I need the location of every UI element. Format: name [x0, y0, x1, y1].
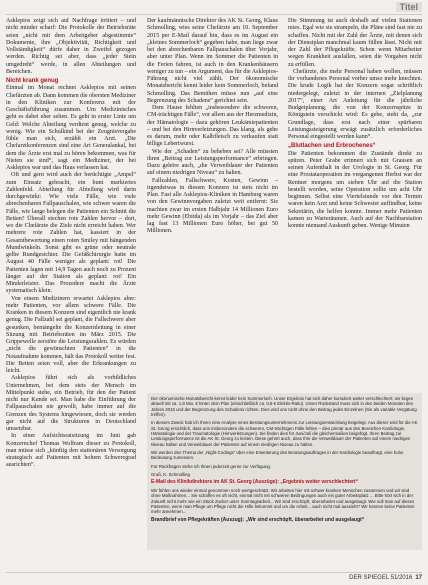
paragraph: Asklepios führt sich als vorbildliches Unternehmen, bei dem stets der Mensch im Mittelpunkt stehe, ein Betrieb, für den der Patient nicht nur Kunde sei. Man habe die Einführung der Fallpauschalen nie gewollt, habe immer auf die Grenzen des Systems hingewiesen, doch sie werden gar nicht auf die Strukturen in Deutschland umsetzbar. [6, 375, 136, 432]
paragraph: Einmal im Monat rechnet Asklepios mit seinen Chefärzten ab. Dann kommen die obersten Mediziner in den Kliniken zur Konferenz mit der Geschäftsführung zusammen. Um Medizinisches geht es dabei eher selten. Es geht in erster Linie um Geld: Welche Abteilung verdient genug, welche zu wenig. Wie ein Schulkind bei der Zeugnisvergabe fühle man sich, erzählt ein Arzt. „Die Chefarztkonferenzen sind eine Art Generalankal, bei dem die Ärzte erst mal zu hören bekommen, was für Nieten sie sind“, sagt ein Mediziner, der bei Asklepios war und das Haus verlassen hat. [6, 85, 136, 171]
column-1 [6, 18, 136, 470]
email-paragraph: Wir werden den Thema der „Night-Codings“ über eine Erweiterung des Beratungsauftrages in der Kardiologie beauftragt, eine hohe Bedeutung zumessen. [151, 450, 404, 461]
email-paragraph: In diesem Zweck hab ich Ihnen eine Analyse eines Beratungsunternehmens zur Leistungsentwicklung beigelegt. Aus dieser wird für die AK St. Georg ersichtlich, dass uns insbesondere die schweren, CM-trächtigen Fälle fehlen – dies primär aus den Bereichen Kardiologie, Hämatologie und der Traumatologie (Hirnverletzungen). Sie finden dies für Juni/Juli die gleichermaßen beigefügt. Ihren Beitrag zur Leistungsperformance ist die AK St. Georg zu leisten. Diese gehört auch, dass Ihre die Verweildauer der Patienten auf einem niedrigen Niveau halten und Verweildauer der Patienten auf einem niedrigen Niveau zu halten. [151, 420, 418, 447]
paragraph: Die Stimmung ist auch deshalb auf vielen Stationen mies. Egal wie sie strampeln, die Pläne sind fast nie zu schaffen. Nicht mit der Zahl der Ärzte, mit denen sich der Dienstplan manchmal kaum füllen lässt. Nicht mit der Zahl der Pflegekräfte. Schon wenn Mitarbeiter wegen Krankheit ausfallen, seien die Vorgaben nicht zu erfüllen. [288, 18, 422, 68]
page-number: 17 [415, 575, 422, 581]
paragraph: Der kaufmännische Direktor des AK St. Georg, Klaus Schmolling, wies seine Chefärzte am 10. September 2015 per E-Mail darauf hin, dass es im August ein „kleines Sommerloch“ gegeben habe, man liege zwar bei den abrechenbaren Fallpauschalen über Vorjahr, aber unter Plan. Wenn im Sommer die Patienten in die Ferien fahren, ist auch in den Krankenhäusern weniger zu tun – ein Argument, das für die Asklepios-Führung nicht viel zählt. Der ökonomische Monatsbericht kennt leider kein Sommerloch, befand Schmolling. Das Bemühen müsse nun „auf eine Begrenzung des Schadens“ gerichtet sein. [147, 18, 278, 104]
section-tag: Titel [396, 2, 422, 12]
paragraph: Dem Hause fehlten „insbesondere die schweren, CM-trächtigen Fälle“, vor allem aus der Herzmedizin, der Hämatologie – dazu gehören Leukämiepatienten – und bei den Hirnverletzungen. Das klang, als gehe es darum, mehr oder Kalbfleisch zu verkaufen statt billige Lebertwurst. [147, 105, 278, 148]
subheading: „Blutlachen und Erbrochenes“ [288, 143, 376, 150]
column-2 [147, 18, 278, 236]
paragraph: Chefärzte, die mehr Personal haben wollen, müssen ihr vorhandenes Personal vorher umso mehr knechten. Die krude Logik hat der Konzern sogar schriftlich niedergelegt, zuletzt in der internen „Zielplanung 2017“, einer Art Anleitung für die jährliche Budgetplanung, die von der Konzernspitze in Königstein verschickt wird: Es gebe, steht da, „zur Grundlage, dass erst nach einer spürbaren Leistungssteigerung erwägt zusätzlich erforderliches Personal eingestellt werden kann“. [288, 68, 422, 140]
paragraph: In einer Aufsichtsratsitzung im Juni gab Konzernchef Thomas Wolfram dieser zu Protokoll, man müsse sich „künftig den stationären Versorgung strategisch auf Patienten mit hohem Schweregrad ausrichten“. [6, 433, 136, 469]
email-caption: E-Mail des Klinikdirektors im AK St. Georg (Auszüge): „Ergebnis weiter verschlechtert“ [151, 479, 359, 486]
paragraph: Wie der „Schaden“ zu beheben sei? Alle müssten ihren „Beitrag zur Leistungsperformance“ erbringen. Dazu gehöre auch, „die Verweildauer der Patienten auf einem niedrigen Niveau“ zu halten. [147, 148, 278, 177]
email-intro: Der ökonomische Monatsbericht kennt leider kein Sommerloch. Unser Ergebnis hat sich daher kumuliert weiter verschlechtert; wir liegen aktuell mit ca. 1,8 Mio. € hinter dem Plan (einschließlich ca. 0,8 € Elektiv-Ratio). Unser Rückstand muss sich in den beiden Monaten des Jahres 2015 und der Begrenzung des Schadens richten. Dies wird uns nicht ohne den Beitrag jedes Einzelnen (Sie als variable Vergütung treffen). [151, 396, 417, 418]
paragraph: Fallzahlen, Fallschwere, Kosten, Gewinn – irgendetwas in diesem Konzern ist stets nicht im Plan. Fast alle Asklepios-Kliniken in Hamburg waren von den Gewinnvorgaben zuletzt weit entfernt: Sie machten zwar im ersten Halbjahr 14 Millionen Euro mehr Gewinn (Ebitda) als im Vorjahr – das Ziel aber lag fast 13 Millionen Euro höher, bei gut 50 Millionen. [147, 177, 278, 235]
letter-text: Wir fühlen uns wieder einmal genommen noch wertgeschätzt. Wir arbeiten hier mit schwer kranken Menschen zusammen und wir sind ohne Maßnahmen... Sie schaffen es oft nicht, einmal nicht mit schweren Bedingungen auch ein guter Arbeitsplatz ... Bitte hört sich in der Zukunft nicht mehr wie ein Stück Zucker unter Sonntagsarbeit... Wir sind erschöpft, überarbeitet und ausgelaugt. Wie soll man auf dieses Patienten, wenn man Pflege um Pflege nicht die Hilfe bekommt und um die Arbeit... auch nicht mal aussieht? Wir können keine Patienten mehr annehmen... [151, 487, 415, 515]
email-signature: Gruß, K. Schmolling [151, 472, 190, 478]
paragraph: Asklepios zeigt sich auf Nachfrage irritiert – und nicht minder scharf: Die Protokolle der Betriebsräte seien „nicht mit dem Arbeitgeber abgestimmte“ Dokumente, ihre „Objektivität, Richtigkeit und Vollständigkeit“ dürfe daher in Zweifel gezogen werden. Richtig sei aber, dass „jeder Stein umgedreht“ werde, in allen Abteilungen und Bereichen. [6, 18, 136, 75]
issue-label: DER SPIEGEL 51/2016 [349, 575, 413, 581]
top-rule [6, 14, 422, 15]
paragraph: Die Patienten bekommen die Zustände direkt zu spüren. Peter Grabe erinnert sich mit Grausen an seinen Aufenthalt in der Urologie in St. Georg. Für eine Prostataoperation im vergangenen Herbst war der Rentner morgens um sieben Uhr auf die Station bestellt worden, seine Operation sollte um acht Uhr beginnen. Selbst eine Viertelstunde vor den Termin waren kein Arzt und keine Schwester auffindbar, keine Sekretärin, die helfen konnte. Immer mehr Patienten kamen zu Warteräumen. Auch auf der Nachbarstation konnte niemand Auskunft geben. Wenige Minuten [288, 150, 422, 229]
subheading: Nicht krank genug [6, 78, 59, 84]
letter-caption: Brandbrief von Pflegekräften (Auszug): „Wir sind erschöpft, überarbeitet und ausgelaugt“ [151, 516, 365, 523]
page-footer [6, 572, 422, 581]
paragraph: Von einem Medizinern erwartet Asklepios aber: mehr Patienten, vor allem schwere Fälle. Die Kranken in diesem Konzern sind eigentlich nie krank genug. Die Fallzahl sei geplant, die Fallschwere aber gesunken, bemängelte die Konzernleitung in einer Sitzung mit Betriebsräten im März 2015. Die Grippewelle zerstöre die Leistungszahlen. Es würden „nicht die gewünschten Patienten“ in die Notaufnahme kommen, hält das Protokoll weiter fest. Die Betten seien voll, aber die Erkrankungen zu leicht. [6, 295, 136, 374]
paragraph: Oft und gern wird auch der berüchtigte „Ampel“ zum Einsatz gebracht, ein bunt markiertes Zahlenfeld. Abteilung für Abteilung wird darin durchgewürkt: Wie viele Fälle, wie viele abrechenbaren Fallpauschalen, wie schwer waren die Fälle, wie lange belegen die Patienten ein Schnitt die Betten? Überall stechen rote Zahlen hervor – dort, wo die Chefärzte die Ziele nicht erreicht haben. Wer mehrere rote Zahlen hat, kassiert in der Gesamtbewertung einen roten Smiley mit hängenden Mundwinkeln. Sonst gibt es grüne oder neutrale gelbe Rundgesichter. Die Gefäßchirurgie hatte im August 40 Fälle weniger als geplant: rot! Die Patienten lagen mit 14,9 Tagen auch noch zu Prozent länger auf der Station als geplant: rot! Ein Minderleister. Das Prozedere macht die Ärzte systematisch klein. [6, 172, 136, 295]
email-paragraph: Für Rückfragen stehe ich Ihnen jederzeit gerne zur Verfügung. [151, 463, 272, 469]
document-excerpt-box [147, 393, 422, 550]
column-3 [288, 18, 422, 230]
